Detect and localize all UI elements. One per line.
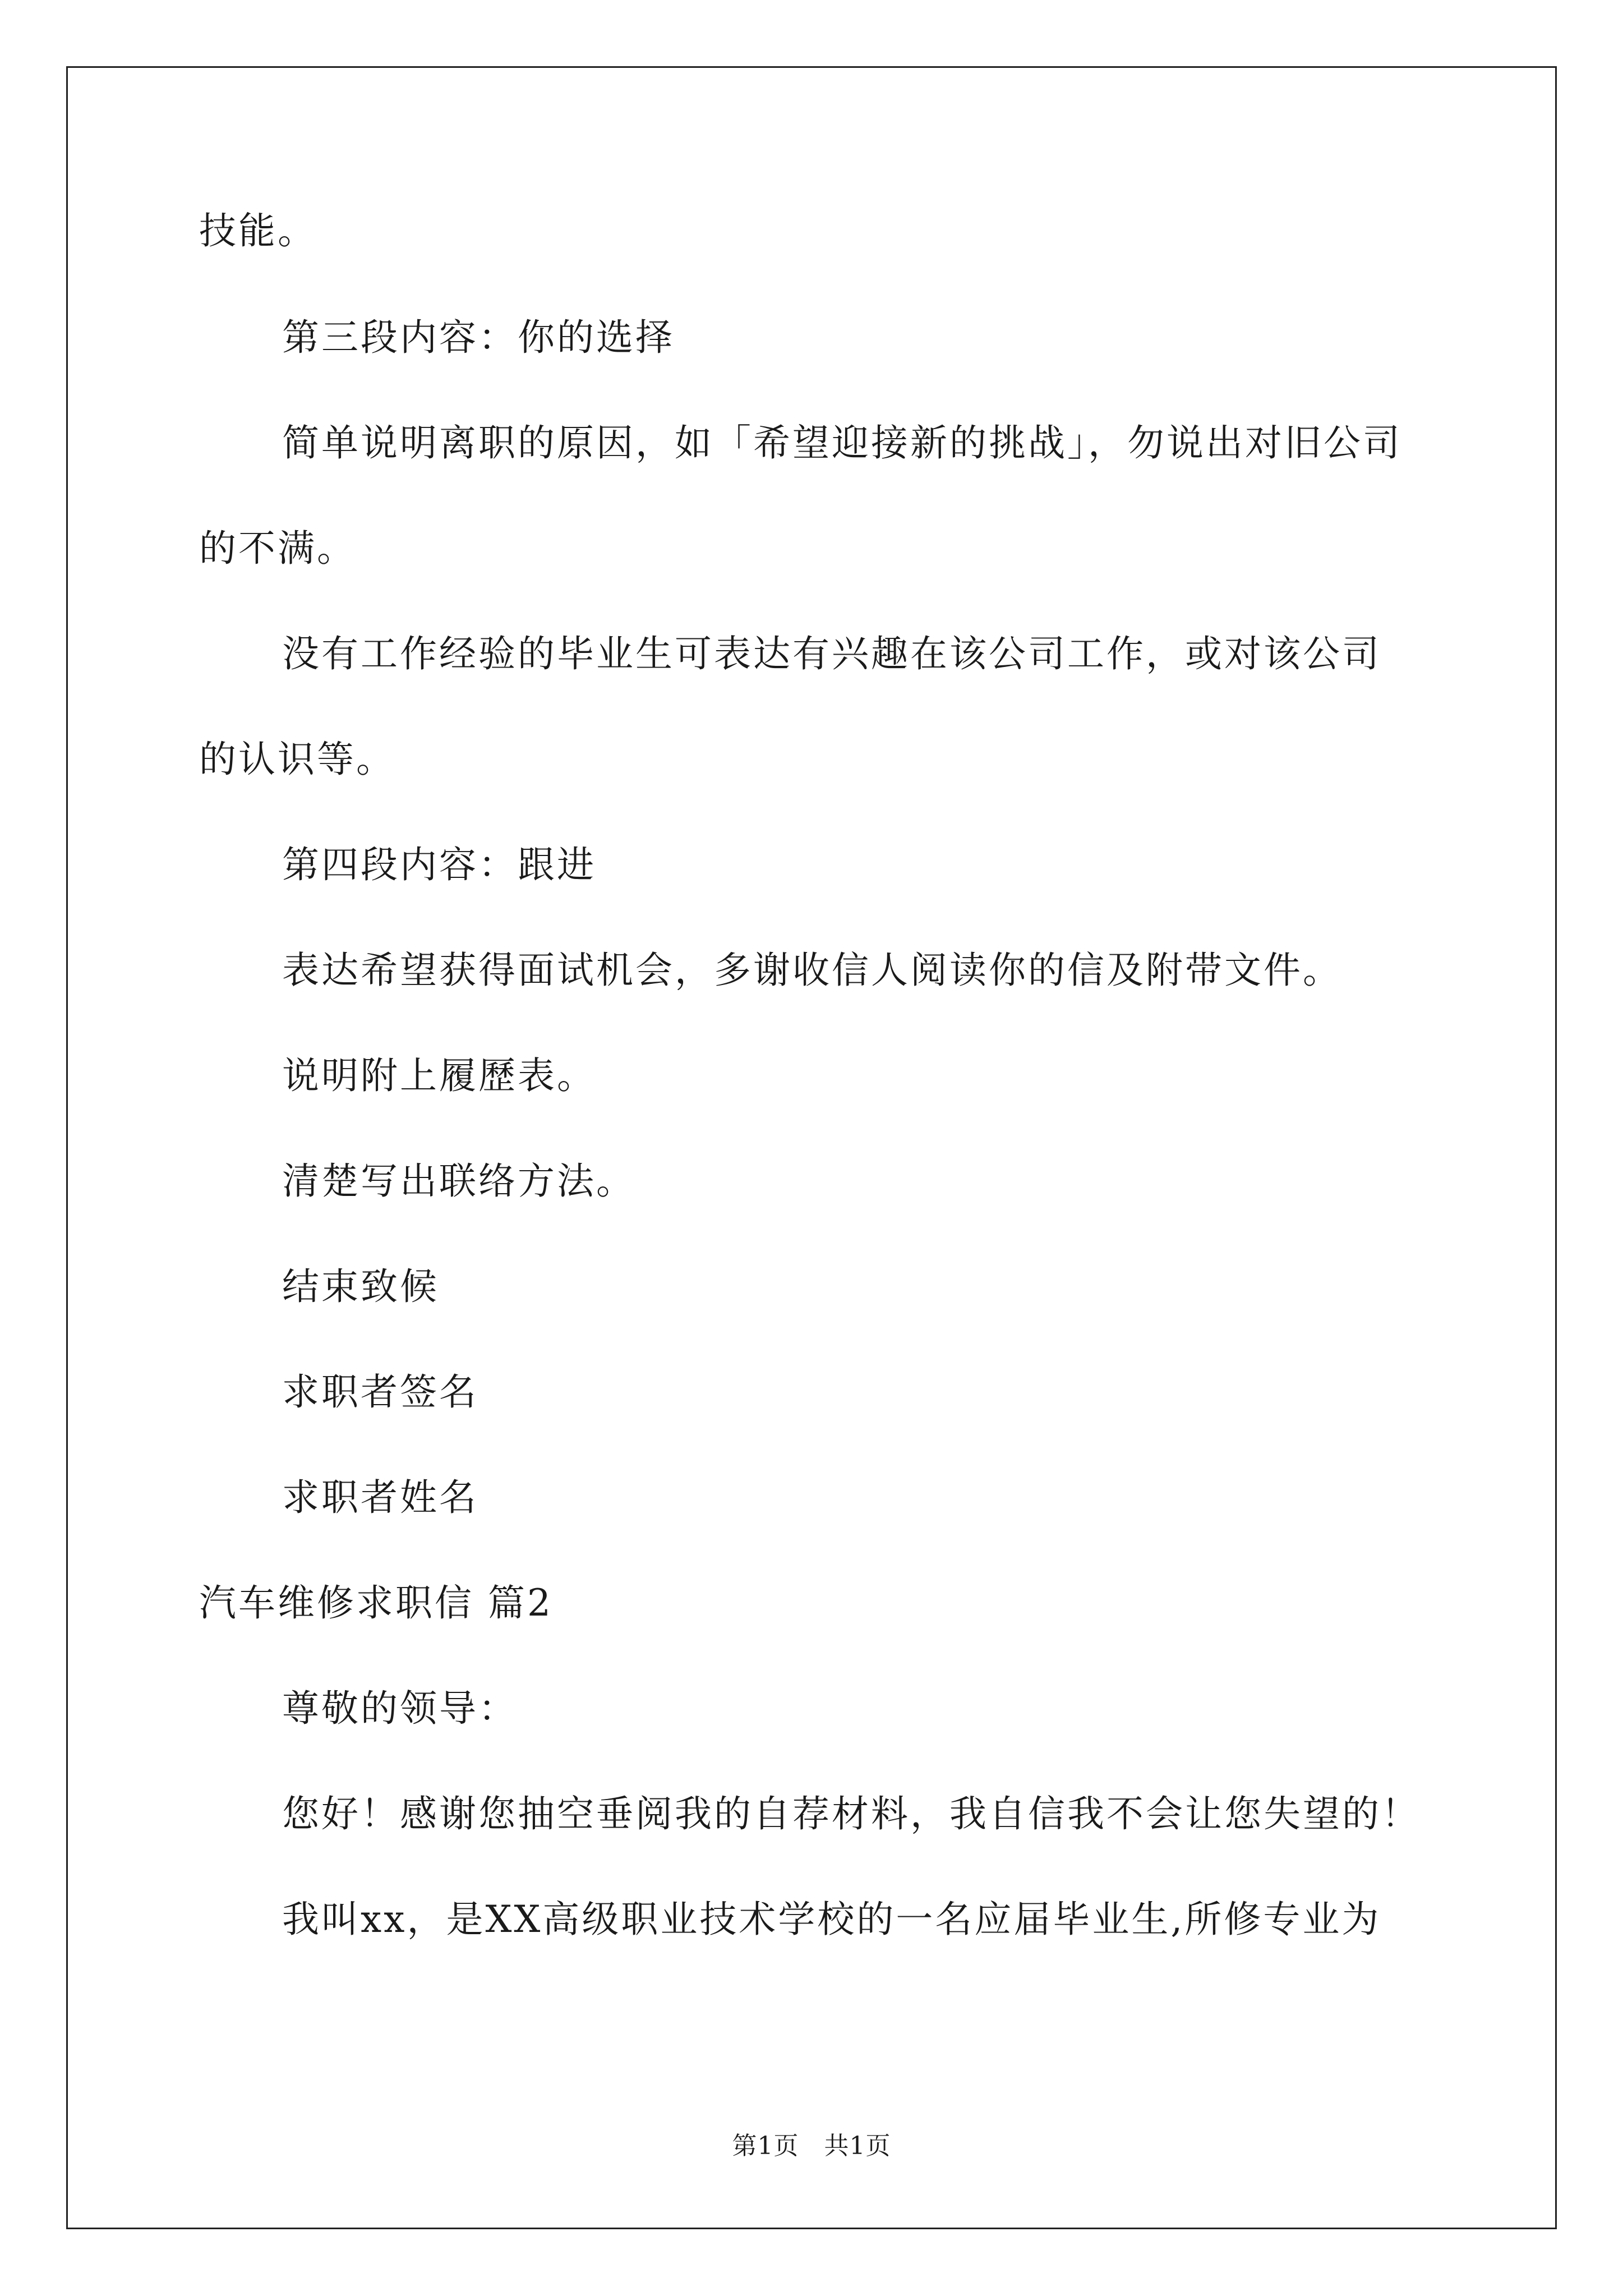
body-line-6: 的认识等。 bbox=[199, 738, 395, 781]
salutation: 尊敬的领导： bbox=[282, 1687, 518, 1730]
body-line-9: 说明附上履歷表。 bbox=[282, 1054, 596, 1097]
body-line-11: 结束致候 bbox=[282, 1265, 439, 1308]
body-line-17: 我叫xx，是XX高级职业技术学校的一名应届毕业生,所修专业为 bbox=[282, 1898, 1381, 1941]
body-line-10: 清楚写出联络方法。 bbox=[282, 1159, 635, 1203]
body-line-5: 没有工作经验的毕业生可表达有兴趣在该公司工作，或对该公司 bbox=[282, 632, 1381, 675]
body-line-8: 表达希望获得面试机会，多谢收信人阅读你的信及附带文件。 bbox=[282, 949, 1342, 992]
body-line-13: 求职者姓名 bbox=[282, 1476, 478, 1519]
page-footer: 第1页 共1页 bbox=[732, 2132, 891, 2160]
body-line-4: 的不满。 bbox=[199, 527, 356, 570]
section-heading-4: 第四段内容：跟进 bbox=[282, 843, 596, 886]
letter-title: 汽车维修求职信 篇2 bbox=[199, 1581, 553, 1625]
body-line-3: 简单说明离职的原因，如「希望迎接新的挑战」，勿说出对旧公司 bbox=[282, 421, 1402, 464]
section-heading-3: 第三段内容：你的选择 bbox=[282, 316, 675, 359]
body-line-12: 求职者签名 bbox=[282, 1370, 478, 1414]
body-line-1: 技能。 bbox=[199, 209, 317, 252]
body-line-16: 您好！感谢您抽空垂阅我的自荐材料，我自信我不会让您失望的！ bbox=[282, 1792, 1421, 1835]
